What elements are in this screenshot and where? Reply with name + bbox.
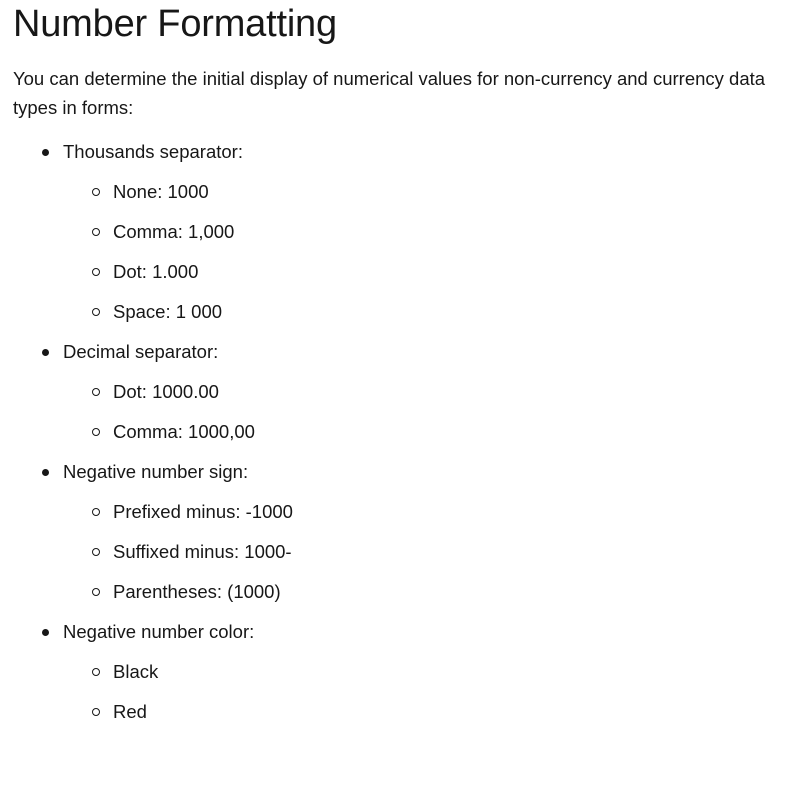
sub-list-item <box>92 179 794 205</box>
sub-list <box>63 659 794 725</box>
list-item-label: Decimal separator: <box>63 341 219 362</box>
disc-bullet-icon <box>42 149 49 156</box>
formatting-options-list <box>13 139 794 725</box>
intro-paragraph: You can determine the initial display of numerical values for non-currency and currency data types in forms: <box>13 68 766 118</box>
disc-bullet-icon <box>42 349 49 356</box>
sub-item-text: Comma: 1,000 <box>113 221 235 242</box>
sub-list-item <box>92 539 794 565</box>
sub-list-item <box>92 579 794 605</box>
disc-bullet-icon <box>42 469 49 476</box>
circle-bullet-icon <box>92 188 100 196</box>
list-item-negative-number-sign <box>42 459 794 605</box>
list-item-negative-number-color <box>42 619 794 725</box>
circle-bullet-icon <box>92 268 100 276</box>
circle-bullet-icon <box>92 228 100 236</box>
sub-list-item <box>92 659 794 685</box>
sub-list-item <box>92 379 794 405</box>
list-item-label: Negative number color: <box>63 621 255 642</box>
circle-bullet-icon <box>92 428 100 436</box>
sub-list <box>63 499 794 605</box>
page-title: Number Formatting <box>13 3 337 45</box>
sub-list-item <box>92 499 794 525</box>
sub-item-text: Red <box>113 701 147 722</box>
sub-list-item <box>92 419 794 445</box>
sub-list-item <box>92 219 794 245</box>
list-item-thousands-separator <box>42 139 794 325</box>
circle-bullet-icon <box>92 588 100 596</box>
sub-list-item <box>92 259 794 285</box>
circle-bullet-icon <box>92 308 100 316</box>
list-item-label: Thousands separator: <box>63 141 243 162</box>
circle-bullet-icon <box>92 508 100 516</box>
sub-list-item <box>92 299 794 325</box>
list-item-decimal-separator <box>42 339 794 445</box>
circle-bullet-icon <box>92 708 100 716</box>
sub-item-text: Prefixed minus: -1000 <box>113 501 293 522</box>
sub-item-text: Suffixed minus: 1000- <box>113 541 292 562</box>
list-item-label: Negative number sign: <box>63 461 249 482</box>
circle-bullet-icon <box>92 388 100 396</box>
circle-bullet-icon <box>92 548 100 556</box>
sub-item-text: Dot: 1000.00 <box>113 381 219 402</box>
sub-item-text: Space: 1 000 <box>113 301 223 322</box>
sub-item-text: Black <box>113 661 159 682</box>
circle-bullet-icon <box>92 668 100 676</box>
sub-list <box>63 179 794 325</box>
sub-item-text: Dot: 1.000 <box>113 261 199 282</box>
sub-list-item <box>92 699 794 725</box>
sub-list <box>63 379 794 445</box>
sub-item-text: None: 1000 <box>113 181 209 202</box>
sub-item-text: Comma: 1000,00 <box>113 421 255 442</box>
disc-bullet-icon <box>42 629 49 636</box>
sub-item-text: Parentheses: (1000) <box>113 581 281 602</box>
